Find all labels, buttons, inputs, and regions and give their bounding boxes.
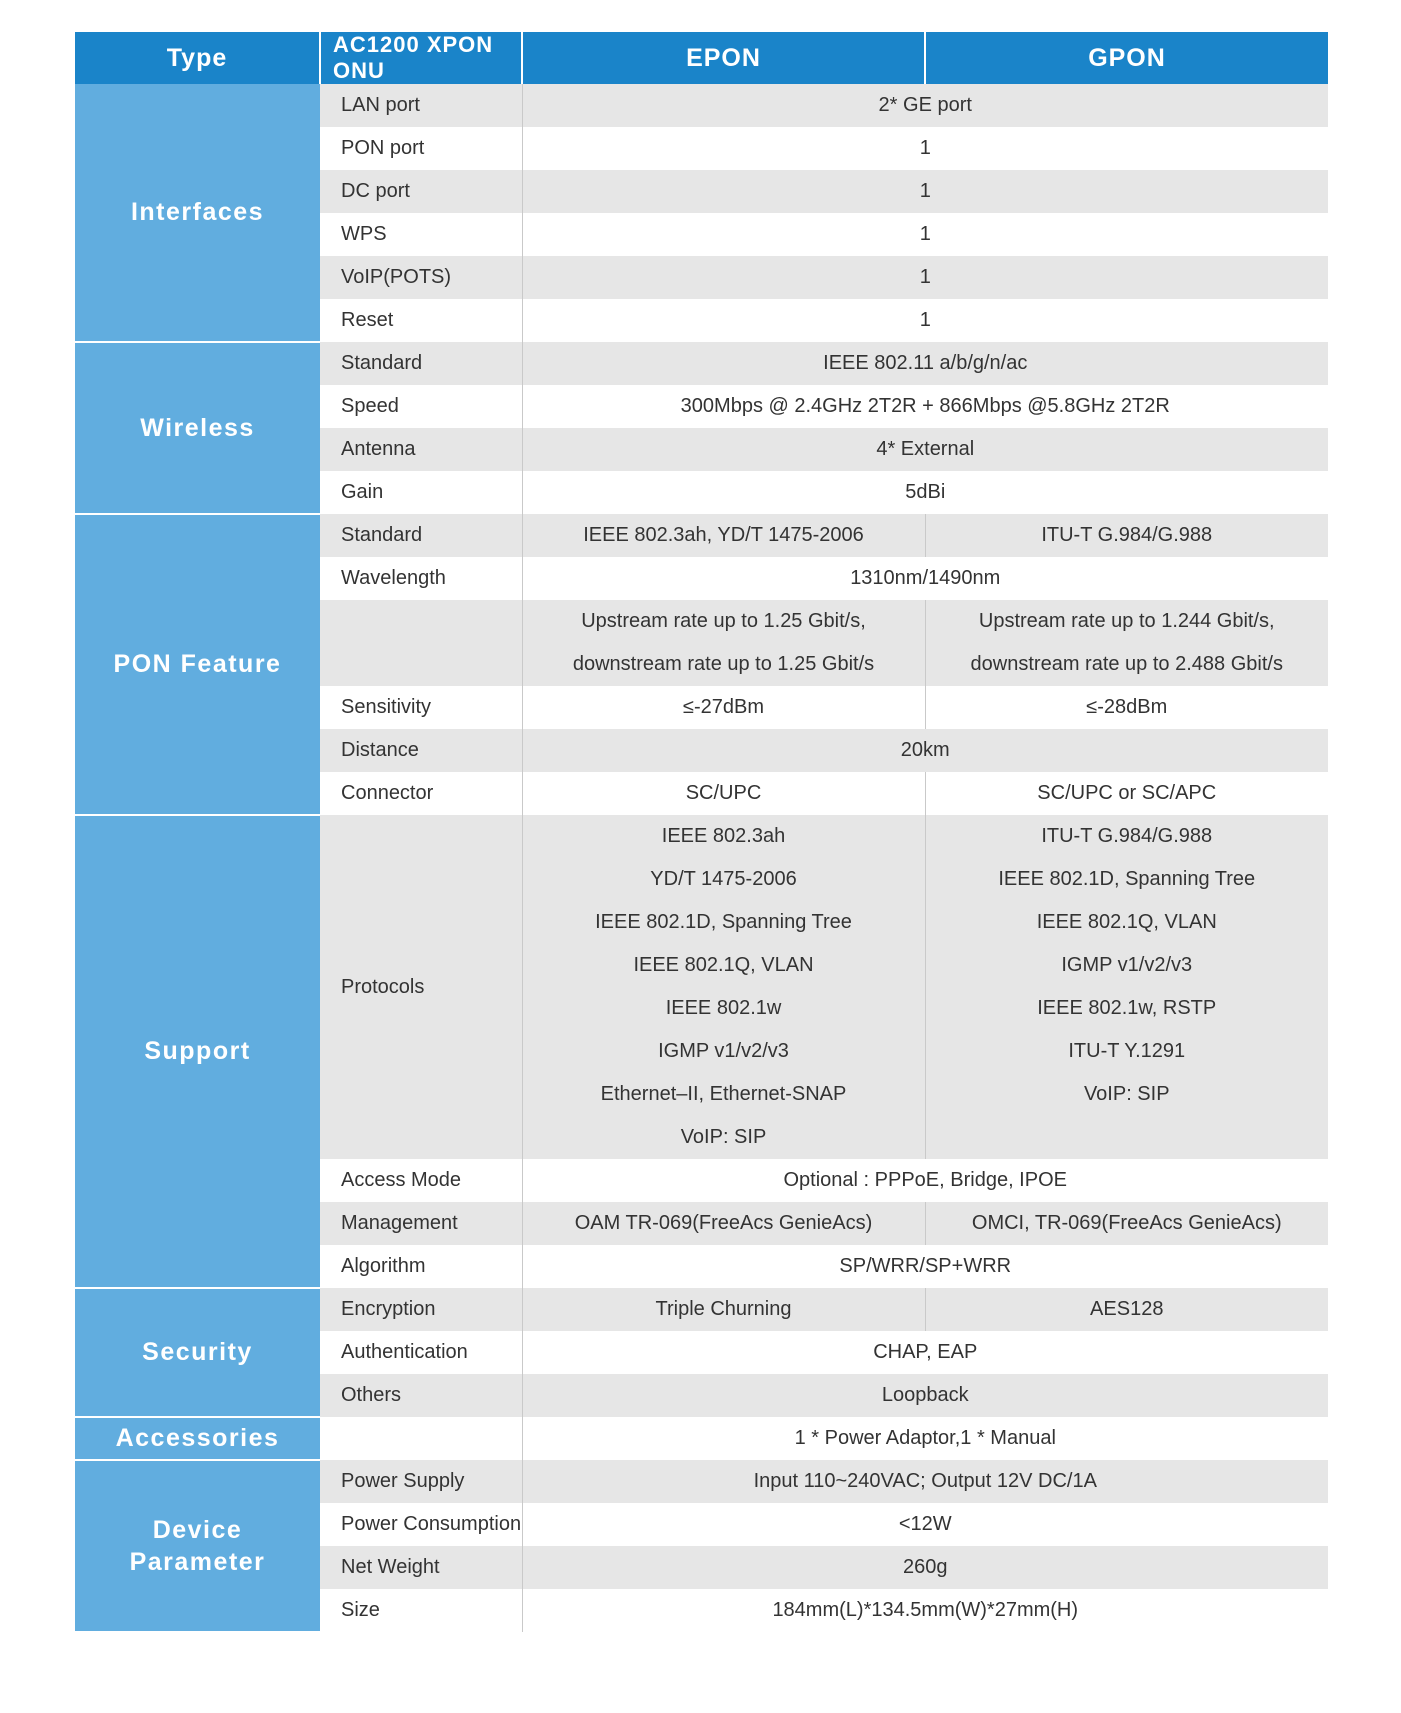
feature-label: Management — [320, 1202, 522, 1245]
feature-value: 20km — [522, 729, 1328, 772]
category-device-line: Device — [152, 1515, 243, 1544]
epon-value — [522, 600, 925, 686]
protocol-item: IEEE 802.1w, RSTP — [1037, 997, 1217, 1019]
feature-label: Wavelength — [320, 557, 522, 600]
gpon-rate-line: Upstream rate up to 1.244 Gbit/s, — [978, 610, 1275, 632]
feature-label: Antenna — [320, 428, 522, 471]
protocol-item: VoIP: SIP — [1083, 1083, 1170, 1105]
protocol-item: IGMP v1/v2/v3 — [1061, 954, 1193, 976]
category-accessories: Accessories — [75, 1417, 320, 1460]
feature-label: Access Mode — [320, 1159, 522, 1202]
table-row — [75, 84, 1328, 127]
category-parameter-line: Parameter — [129, 1548, 266, 1576]
feature-label: Protocols — [320, 815, 522, 1159]
feature-label: Gain — [320, 471, 522, 514]
feature-value: 5dBi — [522, 471, 1328, 514]
feature-label: Size — [320, 1589, 522, 1632]
table-row — [75, 1417, 1328, 1460]
header-type: Type — [75, 32, 320, 84]
protocol-item: VoIP: SIP — [680, 1126, 767, 1148]
feature-value: 1 — [522, 170, 1328, 213]
protocol-item: IGMP v1/v2/v3 — [658, 1040, 789, 1062]
feature-label: PON port — [320, 127, 522, 170]
feature-label: Algorithm — [320, 1245, 522, 1288]
protocol-item: ITU-T Y.1291 — [1068, 1040, 1186, 1062]
gpon-value: ≤-28dBm — [925, 686, 1328, 729]
feature-label: Connector — [320, 772, 522, 815]
feature-label: Others — [320, 1374, 522, 1417]
gpon-value: OMCI, TR-069(FreeAcs GenieAcs) — [925, 1202, 1328, 1245]
header-epon: EPON — [522, 32, 925, 84]
feature-label: WPS — [320, 213, 522, 256]
table-row — [75, 1460, 1328, 1503]
epon-value: IEEE 802.3ah, YD/T 1475-2006 — [522, 514, 925, 557]
gpon-protocols — [925, 815, 1328, 1159]
table-row — [75, 815, 1328, 1159]
protocol-item: IEEE 802.1Q, VLAN — [1036, 911, 1217, 933]
header-gpon: GPON — [925, 32, 1328, 84]
epon-rate-line: Upstream rate up to 1.25 Gbit/s, — [581, 610, 866, 632]
protocol-item: IEEE 802.1Q, VLAN — [633, 954, 814, 976]
feature-value: CHAP, EAP — [522, 1331, 1328, 1374]
feature-value: <12W — [522, 1503, 1328, 1546]
feature-label: Power Consumption — [320, 1503, 522, 1546]
header-row — [75, 32, 1328, 84]
feature-value: 184mm(L)*134.5mm(W)*27mm(H) — [522, 1589, 1328, 1632]
category-wireless: Wireless — [75, 342, 320, 514]
protocol-item: IEEE 802.1w — [665, 997, 782, 1019]
feature-label — [320, 600, 522, 686]
feature-value: 300Mbps @ 2.4GHz 2T2R + 866Mbps @5.8GHz 2T2R — [522, 385, 1328, 428]
protocol-item: IEEE 802.3ah — [661, 825, 786, 847]
table-row — [75, 1288, 1328, 1331]
feature-label: VoIP(POTS) — [320, 256, 522, 299]
feature-value: 1310nm/1490nm — [522, 557, 1328, 600]
table-row — [75, 342, 1328, 385]
category-security: Security — [75, 1288, 320, 1417]
feature-value: IEEE 802.11 a/b/g/n/ac — [522, 342, 1328, 385]
feature-label: Standard — [320, 342, 522, 385]
feature-value: Optional : PPPoE, Bridge, IPOE — [522, 1159, 1328, 1202]
category-device-parameter — [75, 1460, 320, 1632]
gpon-rate-line: downstream rate up to 2.488 Gbit/s — [970, 653, 1283, 675]
header-model: AC1200 XPON ONU — [320, 32, 522, 84]
category-support: Support — [75, 815, 320, 1288]
gpon-value: AES128 — [925, 1288, 1328, 1331]
feature-label: LAN port — [320, 84, 522, 127]
feature-value: 2* GE port — [522, 84, 1328, 127]
gpon-value: ITU-T G.984/G.988 — [925, 514, 1328, 557]
feature-label: Speed — [320, 385, 522, 428]
feature-label: Sensitivity — [320, 686, 522, 729]
feature-value: 1 — [522, 127, 1328, 170]
feature-value: 1 — [522, 256, 1328, 299]
feature-value: 260g — [522, 1546, 1328, 1589]
epon-value: OAM TR-069(FreeAcs GenieAcs) — [522, 1202, 925, 1245]
protocol-item: IEEE 802.1D, Spanning Tree — [998, 868, 1256, 890]
spec-table — [75, 32, 1328, 1633]
protocol-item: Ethernet–II, Ethernet-SNAP — [600, 1083, 847, 1105]
feature-value: Loopback — [522, 1374, 1328, 1417]
protocol-item: YD/T 1475-2006 — [650, 868, 797, 890]
feature-label: Distance — [320, 729, 522, 772]
feature-label: Encryption — [320, 1288, 522, 1331]
feature-value: 1 — [522, 299, 1328, 342]
gpon-value — [925, 600, 1328, 686]
feature-label: Power Supply — [320, 1460, 522, 1503]
epon-protocols — [522, 815, 925, 1159]
category-interfaces: Interfaces — [75, 84, 320, 342]
feature-label: Authentication — [320, 1331, 522, 1374]
feature-label: Standard — [320, 514, 522, 557]
epon-value: SC/UPC — [522, 772, 925, 815]
feature-value: SP/WRR/SP+WRR — [522, 1245, 1328, 1288]
feature-value: 1 — [522, 213, 1328, 256]
epon-value: ≤-27dBm — [522, 686, 925, 729]
feature-label: Reset — [320, 299, 522, 342]
gpon-value: SC/UPC or SC/APC — [925, 772, 1328, 815]
protocol-item: ITU-T G.984/G.988 — [1041, 825, 1213, 847]
feature-label: Net Weight — [320, 1546, 522, 1589]
protocol-item: IEEE 802.1D, Spanning Tree — [595, 911, 852, 933]
feature-value: 1 * Power Adaptor,1 * Manual — [522, 1417, 1328, 1460]
feature-label — [320, 1417, 522, 1460]
table-row — [75, 514, 1328, 557]
epon-value: Triple Churning — [522, 1288, 925, 1331]
feature-value: Input 110~240VAC; Output 12V DC/1A — [522, 1460, 1328, 1503]
feature-label: DC port — [320, 170, 522, 213]
epon-rate-line: downstream rate up to 1.25 Gbit/s — [572, 653, 875, 675]
category-pon-feature: PON Feature — [75, 514, 320, 815]
feature-value: 4* External — [522, 428, 1328, 471]
